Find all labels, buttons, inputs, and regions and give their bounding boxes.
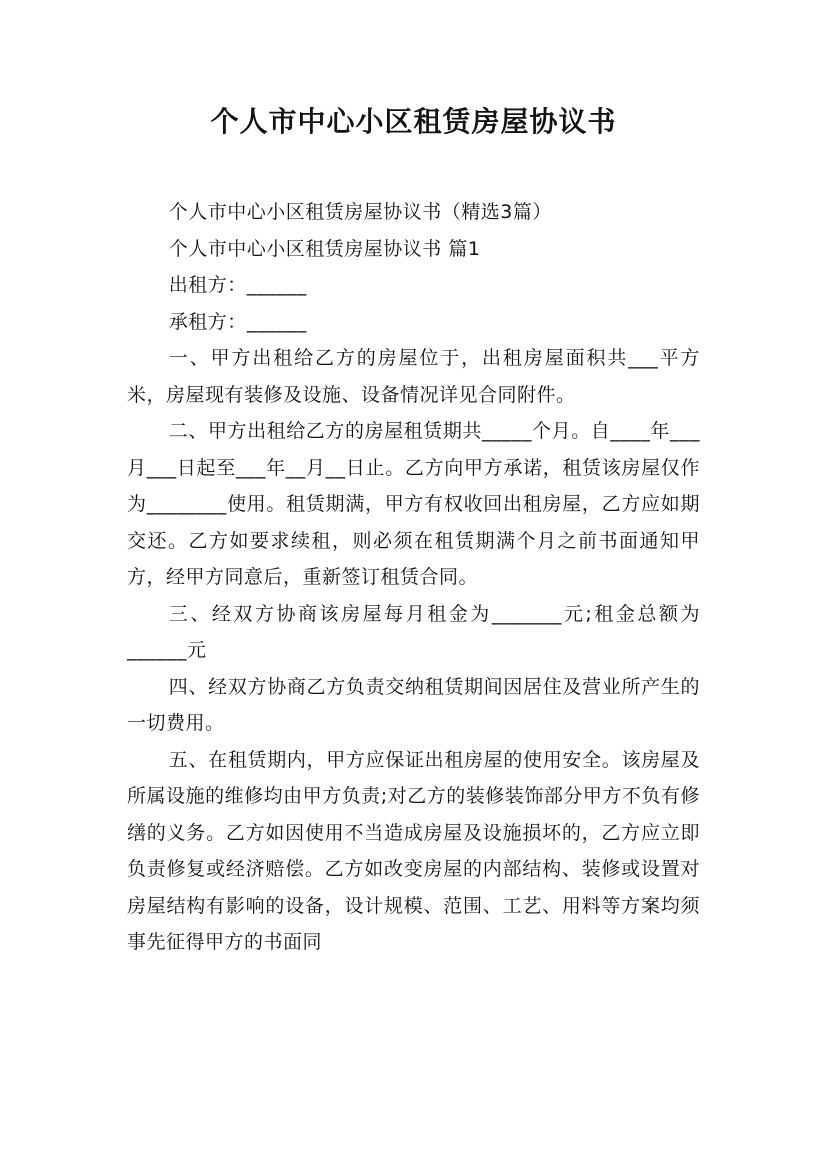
- lessor-line: 出租方：______: [168, 274, 307, 296]
- collection-subtitle: 个人市中心小区租赁房屋协议书（精选3篇）: [168, 201, 552, 223]
- document-body: [127, 194, 700, 961]
- clause-2: 二、甲方出租给乙方的房屋租赁期共_____个月。自____年___月___日起至___年__月__日止。乙方向甲方承诺，租赁该房屋仅作为________使用。租赁期满，甲方有权收回出租房屋，乙方应如期交还。乙方如要求续租，则必须在租赁期满个月之前书面通知甲方，经甲方同意后，重新签订租赁合同。: [127, 420, 700, 588]
- section-heading: 个人市中心小区租赁房屋协议书 篇1: [168, 237, 481, 260]
- clause-5: 五、在租赁期内，甲方应保证出租房屋的使用安全。该房屋及所属设施的维修均由甲方负责;对乙方的装修装饰部分甲方不负有修缮的义务。乙方如因使用不当造成房屋及设施损坏的，乙方应立即负责修复或经济赔偿。乙方如改变房屋的内部结构、装修或设置对房屋结构有影响的设备，设计规模、范围、工艺、用料等方案均须事先征得甲方的书面同: [127, 748, 700, 953]
- clause-4: 四、经双方协商乙方负责交纳租赁期间因居住及营业所产生的一切费用。: [127, 675, 700, 734]
- document-title: 个人市中心小区租赁房屋协议书: [210, 105, 617, 138]
- clause-3: 三、经双方协商该房屋每月租金为_______元;租金总额为______元: [127, 602, 700, 661]
- lessee-line: 承租方：______: [168, 310, 307, 333]
- clause-1: 一、甲方出租给乙方的房屋位于，出租房屋面积共___平方米，房屋现有装修及设施、设备情况详见合同附件。: [127, 347, 700, 406]
